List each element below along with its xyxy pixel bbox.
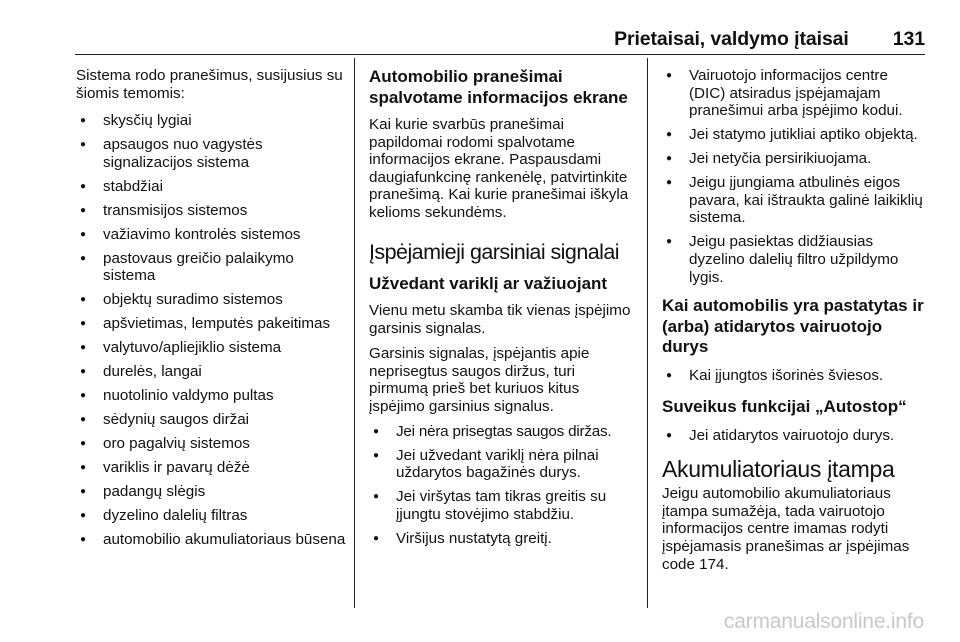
list-item: ● skysčių lygiai xyxy=(76,112,346,130)
parked-chime-list xyxy=(662,367,928,385)
paragraph: Jeigu automobilio akumuliatoriaus įtampa sumažėja, tada vairuotojo informacijos centre imamas rodyti įspėjamasis pranešimas ar įspėjimas code 174. xyxy=(662,485,910,573)
list-item: ● apšvietimas, lemputės pakeitimas xyxy=(76,315,346,333)
list-item: ● apsaugos nuo vagystės signalizacijos sistema xyxy=(76,136,346,171)
list-item: ● Jeigu įjungiama atbulinės eigos pavara, kai ištraukta galinė laikiklių sistema. xyxy=(662,174,928,227)
subsection-heading: Užvedant variklį ar važiuojant xyxy=(369,273,608,293)
list-item: ● variklis ir pavarų dėžė xyxy=(76,459,346,477)
list-item: ● Jeigu pasiektas didžiausias dyzelino dalelių filtro užpildymo lygis. xyxy=(662,233,928,286)
warning-chime-list xyxy=(369,423,637,548)
list-item: ● valytuvo/apliejiklio sistema xyxy=(76,339,346,357)
message-topics-list xyxy=(76,112,346,549)
watermark: carmanualsonline.info xyxy=(723,610,924,633)
list-item: ● Jei atidarytos vairuotojo durys. xyxy=(662,427,928,445)
list-item: ● Vairuotojo informacijos centre (DIC) atsiradus įspėjamajam pranešimui arba įspėjimo kodui. xyxy=(662,67,928,120)
list-item: ● Viršijus nustatytą greitį. xyxy=(369,530,637,548)
subsection-heading: Kai automobilis yra pastatytas ir (arba) atidarytos vairuotojo durys xyxy=(662,296,924,357)
list-item: ● pastovaus greičio palaikymo sistema xyxy=(76,250,346,285)
list-item: ● objektų suradimo sistemos xyxy=(76,291,346,309)
subsection-heading: Suveikus funkcijai „Autostop“ xyxy=(662,397,907,417)
list-item: ● durelės, langai xyxy=(76,363,346,381)
chapter-heading: Įspėjamieji garsiniai signalai xyxy=(369,239,619,264)
list-item: ● Jei netyčia persirikiuojama. xyxy=(662,150,928,168)
warning-chime-list-continued xyxy=(662,67,928,286)
list-item: ● Kai įjungtos išorinės šviesos. xyxy=(662,367,928,385)
list-item: ● Jei viršytas tam tikras greitis su įjungtu stovėjimo stabdžiu. xyxy=(369,488,637,523)
list-item: ● dyzelino dalelių filtras xyxy=(76,507,346,525)
list-item: ● padangų slėgis xyxy=(76,483,346,501)
autostop-chime-list xyxy=(662,427,928,445)
list-item: ● transmisijos sistemos xyxy=(76,202,346,220)
section-title: Prietaisai, valdymo įtaisai xyxy=(614,28,849,50)
list-item: ● sėdynių saugos diržai xyxy=(76,411,346,429)
column-2 xyxy=(369,67,637,554)
column-divider-2 xyxy=(647,58,648,608)
list-item: ● Jei nėra prisegtas saugos diržas. xyxy=(369,423,637,441)
column-1 xyxy=(76,67,346,555)
list-item: ● oro pagalvių sistemos xyxy=(76,435,346,453)
list-item: ● stabdžiai xyxy=(76,178,346,196)
column-divider-1 xyxy=(354,58,355,608)
list-item: ● Jei statymo jutikliai aptiko objektą. xyxy=(662,126,928,144)
header-rule xyxy=(75,54,925,55)
paragraph: Kai kurie svarbūs pranešimai papildomai rodomi spalvotame informacijos ekrane. Paspausdami daugiafunkcinę rankenėlę, patvirtinkite pranešimą. Kai kurie pranešimai iškyla kelioms sekundėms. xyxy=(369,116,629,221)
column-3 xyxy=(662,67,928,573)
intro-paragraph: Sistema rodo pranešimus, susijusius su šiomis temomis: xyxy=(76,67,343,102)
list-item: ● Jei užvedant variklį nėra pilnai uždarytos bagažinės durys. xyxy=(369,447,637,482)
list-item: ● automobilio akumuliatoriaus būsena xyxy=(76,531,346,549)
paragraph: Vienu metu skamba tik vienas įspėjimo garsinis signalas. xyxy=(369,302,631,337)
chapter-heading: Akumuliatoriaus įtampa xyxy=(662,456,895,483)
page-header xyxy=(75,27,925,51)
list-item: ● važiavimo kontrolės sistemos xyxy=(76,226,346,244)
page-number: 131 xyxy=(892,28,925,50)
paragraph: Garsinis signalas, įspėjantis apie neprisegtus saugos diržus, turi pirmumą prieš bet kuriuos kitus įspėjimo garsinius signalus. xyxy=(369,345,590,416)
list-item: ● nuotolinio valdymo pultas xyxy=(76,387,346,405)
section-heading: Automobilio pranešimai spalvotame informacijos ekrane xyxy=(369,67,628,107)
